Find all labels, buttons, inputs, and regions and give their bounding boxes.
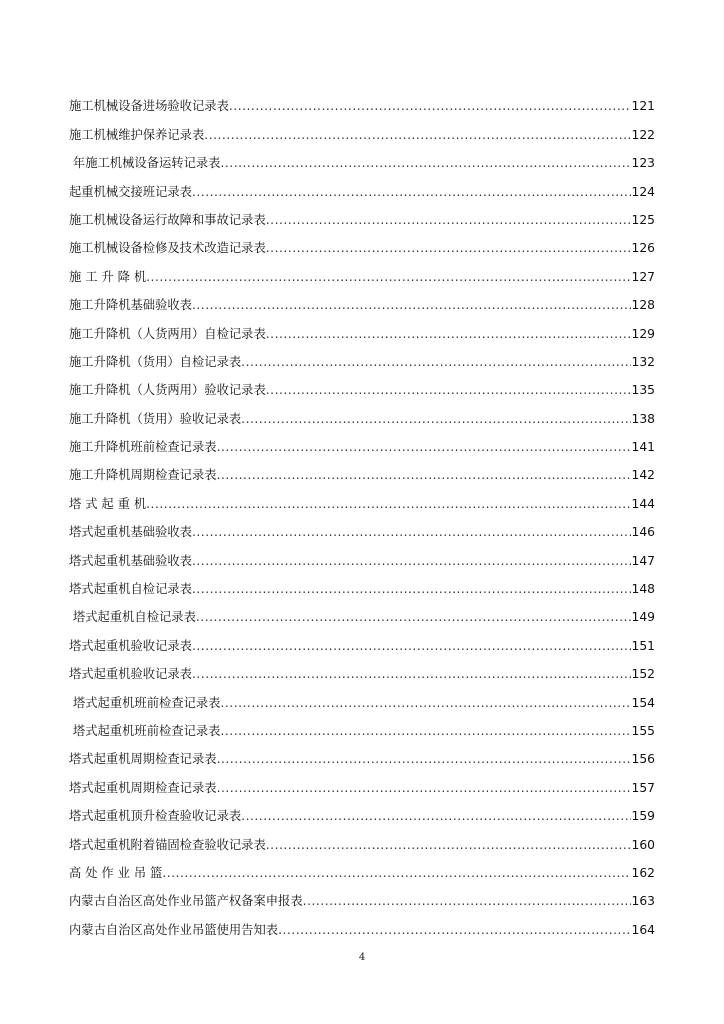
toc-entry-page: 126 — [631, 241, 655, 256]
toc-entry-title: 施工升降机基础验收表 — [69, 298, 192, 313]
toc-entry-page: 156 — [631, 752, 655, 767]
toc-dot-leader — [220, 154, 630, 172]
toc-dot-leader — [241, 807, 630, 825]
toc-entry-title: 施工升降机（货用）验收记录表 — [69, 411, 242, 426]
toc-entry[interactable] — [69, 314, 655, 342]
toc-entry-title: 塔式起重机附着锚固检查验收记录表 — [69, 837, 266, 852]
toc-entry-page: 122 — [631, 127, 655, 142]
toc-dot-leader — [192, 183, 631, 201]
toc-entry-page: 147 — [631, 553, 655, 568]
toc-entry-title: 塔式起重机周期检查记录表 — [69, 780, 217, 795]
toc-dot-leader — [241, 353, 630, 371]
toc-entry[interactable] — [69, 854, 655, 882]
toc-dot-leader — [217, 750, 631, 768]
toc-entry-page: 159 — [631, 809, 655, 824]
toc-entry-title: 起重机械交接班记录表 — [69, 184, 192, 199]
toc-entry[interactable] — [69, 399, 655, 427]
toc-entry-page: 146 — [631, 525, 655, 540]
toc-entry[interactable] — [69, 201, 655, 229]
toc-entry-title: 施工机械设备进场验收记录表 — [69, 99, 229, 114]
toc-entry[interactable] — [69, 428, 655, 456]
toc-dot-leader — [266, 239, 631, 257]
toc-entry-title: 施 工 升 降 机 — [69, 269, 147, 284]
toc-entry-title: 施工升降机班前检查记录表 — [69, 440, 217, 455]
toc-dot-leader — [146, 495, 630, 513]
toc-dot-leader — [192, 637, 631, 655]
toc-dot-leader — [146, 268, 630, 286]
toc-entry-page: 127 — [631, 269, 655, 284]
toc-entry[interactable] — [69, 371, 655, 399]
toc-entry-title: 塔式起重机基础验收表 — [69, 553, 192, 568]
toc-entry-page: 132 — [631, 354, 655, 369]
toc-entry-page: 162 — [631, 865, 655, 880]
toc-dot-leader — [192, 665, 631, 683]
toc-entry-title: 塔式起重机自检记录表 — [69, 582, 192, 597]
toc-entry[interactable] — [69, 541, 655, 569]
toc-entry-title: 施工升降机（人货两用）验收记录表 — [69, 383, 266, 398]
toc-entry-page: 121 — [631, 99, 655, 114]
toc-dot-leader — [266, 381, 631, 399]
toc-dot-leader — [217, 466, 631, 484]
toc-entry-page: 148 — [631, 582, 655, 597]
toc-dot-leader — [192, 552, 631, 570]
toc-entry-title: 塔式起重机顶升检查验收记录表 — [69, 809, 242, 824]
toc-dot-leader — [192, 296, 631, 314]
toc-entry-page: 135 — [631, 383, 655, 398]
toc-dot-leader — [192, 580, 631, 598]
toc-entry[interactable] — [69, 343, 655, 371]
toc-entry-page: 129 — [631, 326, 655, 341]
toc-entry[interactable] — [69, 768, 655, 796]
toc-entry[interactable] — [69, 144, 655, 172]
toc-entry-title: 塔 式 起 重 机 — [69, 496, 147, 511]
toc-entry[interactable] — [69, 229, 655, 257]
toc-dot-leader — [266, 325, 631, 343]
toc-entry[interactable] — [69, 683, 655, 711]
toc-entry-page: 155 — [631, 723, 655, 738]
toc-entry-title: 塔式起重机周期检查记录表 — [69, 752, 217, 767]
toc-entry[interactable] — [69, 740, 655, 768]
toc-dot-leader — [241, 410, 630, 428]
toc-entry-title: 施工机械设备运行故障和事故记录表 — [69, 212, 266, 227]
toc-dot-leader — [266, 836, 631, 854]
toc-entry-title: 塔式起重机验收记录表 — [69, 638, 192, 653]
toc-entry[interactable] — [69, 570, 655, 598]
toc-entry[interactable] — [69, 87, 655, 115]
toc-dot-leader — [217, 438, 631, 456]
table-of-contents — [69, 87, 655, 939]
toc-dot-leader — [278, 921, 630, 939]
page-number: 4 — [358, 952, 366, 963]
toc-entry-page: 141 — [631, 440, 655, 455]
toc-entry-title: 塔式起重机验收记录表 — [69, 667, 192, 682]
toc-entry-title: 塔式起重机班前检查记录表 — [69, 695, 221, 710]
toc-entry-title: 内蒙古自治区高处作业吊篮产权备案申报表 — [69, 894, 303, 909]
toc-dot-leader — [192, 523, 631, 541]
toc-entry[interactable] — [69, 513, 655, 541]
toc-entry-page: 128 — [631, 298, 655, 313]
toc-entry-page: 164 — [631, 922, 655, 937]
toc-dot-leader — [220, 722, 630, 740]
toc-entry-title: 塔式起重机自检记录表 — [69, 610, 196, 625]
toc-entry-page: 157 — [631, 780, 655, 795]
toc-entry-title: 施工升降机（人货两用）自检记录表 — [69, 326, 266, 341]
toc-dot-leader — [229, 97, 631, 115]
toc-entry-page: 138 — [631, 411, 655, 426]
toc-entry[interactable] — [69, 655, 655, 683]
toc-entry-page: 142 — [631, 468, 655, 483]
toc-entry-page: 154 — [631, 695, 655, 710]
toc-entry[interactable] — [69, 797, 655, 825]
toc-entry-title: 内蒙古自治区高处作业吊篮使用告知表 — [69, 922, 279, 937]
toc-entry-title: 施工升降机（货用）自检记录表 — [69, 354, 242, 369]
toc-entry[interactable] — [69, 115, 655, 143]
toc-entry[interactable] — [69, 882, 655, 910]
toc-entry-page: 163 — [631, 894, 655, 909]
toc-entry[interactable] — [69, 257, 655, 285]
toc-dot-leader — [266, 211, 631, 229]
toc-dot-leader — [162, 864, 630, 882]
toc-entry[interactable] — [69, 626, 655, 654]
toc-entry-page: 125 — [631, 212, 655, 227]
toc-entry-page: 151 — [631, 638, 655, 653]
toc-entry[interactable] — [69, 598, 655, 626]
toc-dot-leader — [220, 694, 630, 712]
toc-entry[interactable] — [69, 910, 655, 938]
toc-entry-page: 160 — [631, 837, 655, 852]
toc-dot-leader — [196, 608, 631, 626]
toc-entry-page: 144 — [631, 496, 655, 511]
toc-entry-title: 施工升降机周期检查记录表 — [69, 468, 217, 483]
toc-entry[interactable] — [69, 286, 655, 314]
toc-entry-title: 施工机械设备检修及技术改造记录表 — [69, 241, 266, 256]
toc-dot-leader — [217, 779, 631, 797]
toc-entry-page: 152 — [631, 667, 655, 682]
toc-entry[interactable] — [69, 712, 655, 740]
toc-entry-title: 塔式起重机班前检查记录表 — [69, 723, 221, 738]
toc-dot-leader — [303, 892, 631, 910]
toc-entry[interactable] — [69, 172, 655, 200]
toc-entry-title: 施工机械维护保养记录表 — [69, 127, 205, 142]
toc-entry-page: 149 — [631, 610, 655, 625]
toc-entry-page: 124 — [631, 184, 655, 199]
toc-entry[interactable] — [69, 456, 655, 484]
toc-entry-title: 塔式起重机基础验收表 — [69, 525, 192, 540]
toc-entry-title: 年施工机械设备运转记录表 — [69, 156, 221, 171]
toc-entry[interactable] — [69, 825, 655, 853]
toc-entry[interactable] — [69, 484, 655, 512]
toc-entry-title: 高 处 作 业 吊 篮 — [69, 865, 163, 880]
toc-dot-leader — [204, 126, 630, 144]
toc-entry-page: 123 — [631, 156, 655, 171]
